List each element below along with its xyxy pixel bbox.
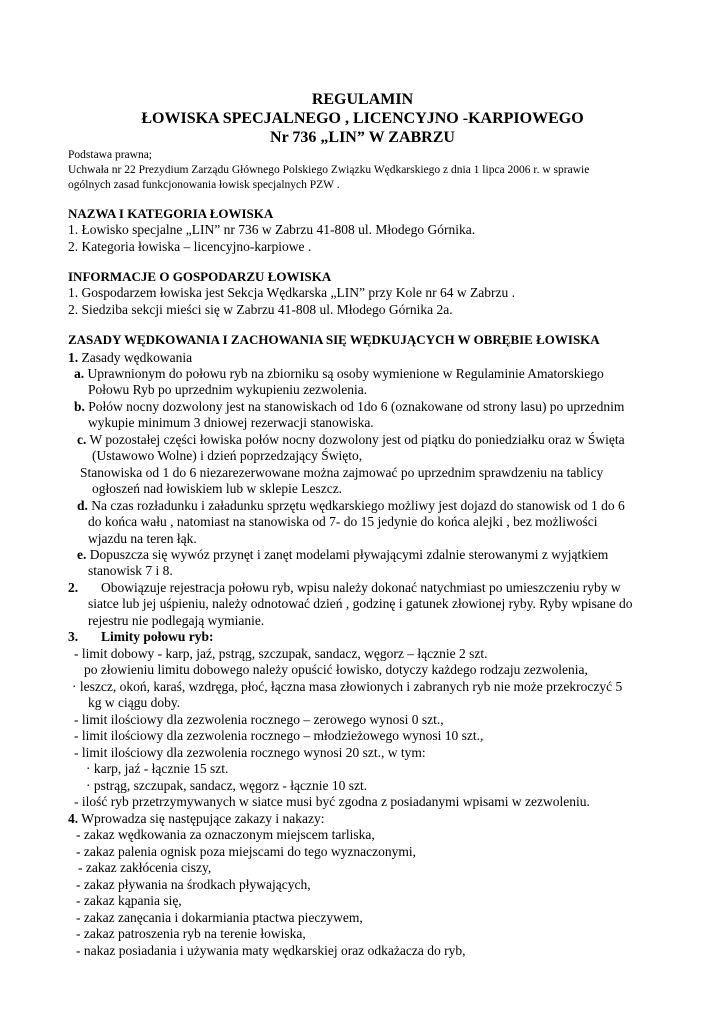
ban-line-3: - zakaz zakłócenia ciszy,	[78, 860, 212, 875]
section-heading-name: NAZWA I KATEGORIA ŁOWISKA	[68, 206, 274, 221]
rule-1d-line-1	[77, 497, 625, 514]
rule-1c-line-4: ogłoszeń nad łowiskiem lub w sklepie Leszcz.	[92, 481, 343, 496]
section1-item-2: 2. Kategoria łowiska – licencyjno-karpiowe .	[68, 239, 312, 254]
limit-line-1: - limit dobowy - karp, jaź, pstrąg, szczupak, sandacz, węgorz – łącznie 2 szt.	[74, 646, 488, 661]
section2-item-2: 2. Siedziba sekcji mieści się w Zabrzu 41-808 ul. Młodego Górnika 2a.	[68, 302, 453, 317]
ban-line-1: - zakaz wędkowania za oznaczonym miejscem tarliska,	[76, 827, 375, 842]
section-heading-owner: INFORMACJE O GOSPODARZU ŁOWISKA	[68, 269, 332, 284]
rule-1c-line-3: Stanowiska od 1 do 6 niezarezerwowane można zajmować po uprzednim sprawdzeniu na tablicy	[80, 465, 604, 480]
limit-line-9: · pstrąg, szczupak, sandacz, węgorz - łącznie 10 szt.	[86, 778, 368, 793]
ban-line-7: - zakaz patroszenia ryb na terenie łowiska,	[76, 926, 306, 941]
rule-1-heading	[68, 349, 192, 366]
rule-1-title: Zasady wędkowania	[81, 350, 193, 365]
ban-line-4: - zakaz pływania na środkach pływających,	[76, 877, 311, 892]
rule-1a-text-1: Uprawnionym do połowu ryb na zbiorniku są osoby wymienione w Regulaminie Amatorskiego	[87, 366, 604, 381]
rule-2-line-3: rejestru nie podlegają wymianie.	[88, 613, 265, 628]
rule-1d-line-2: do końca wału , natomiast na stanowiska od 7- do 15 jedynie do końca alejki , bez możliwości	[88, 514, 598, 529]
basis-line-2: ogólnych zasad funkcjonowania łowisk specjalnych PZW .	[68, 179, 340, 191]
rule-1c-letter: c.	[77, 432, 87, 447]
limit-line-5: - limit ilościowy dla zezwolenia rocznego – zerowego wynosi 0 szt.,	[74, 712, 444, 727]
limit-line-3: · leszcz, okoń, karaś, wzdręga, płoć, łączna masa złowionych i zabranych ryb nie może przekroczyć 5	[72, 679, 623, 694]
basis-label: Podstawa prawna;	[68, 149, 152, 161]
rule-1e-line-2: stanowisk 7 i 8.	[88, 563, 173, 578]
rule-4-number: 4.	[68, 811, 79, 826]
title-line-1: REGULAMIN	[311, 91, 414, 108]
rule-1-number: 1.	[68, 350, 79, 365]
rule-1b-line-2: wykupie minimum 3 dniowej rezerwacji stanowiska.	[88, 415, 374, 430]
limit-line-8: · karp, jaź - łącznie 15 szt.	[86, 761, 229, 776]
ban-line-8: - nakaz posiadania i używania maty wędkarskiej oraz odkażacza do ryb,	[76, 943, 466, 958]
ban-line-2: - zakaz palenia ognisk poza miejscami do tego wyznaczonymi,	[76, 844, 416, 859]
rule-1b-text-1: Połów nocny dozwolony jest na stanowiskach od 1do 6 (oznakowane od strony lasu) po uprzednim	[88, 399, 625, 414]
limit-line-7: - limit ilościowy dla zezwolenia rocznego wynosi 20 szt., w tym:	[74, 745, 426, 760]
title-line-2: ŁOWISKA SPECJALNEGO , LICENCYJNO -KARPIOWEGO	[141, 110, 584, 127]
rule-3-number: 3.	[68, 629, 79, 644]
rule-1e-text-1: Dopuszcza się wywóz przynęt i zanęt modelami pływającymi zdalnie sterowanymi z wyjątkiem	[89, 547, 609, 562]
section2-item-1: 1. Gospodarzem łowiska jest Sekcja Wędkarska „LIN” przy Kole nr 64 w Zabrzu .	[68, 285, 515, 300]
rule-1c-line-2: (Ustawowo Wolne) i dzień poprzedzający Święto,	[92, 448, 363, 463]
rule-1d-letter: d.	[77, 498, 88, 513]
rule-4-heading	[68, 810, 325, 827]
basis-line-1: Uchwała nr 22 Prezydium Zarządu Głównego Polskiego Związku Wędkarskiego z dnia 1 lipca 2006 r. w sprawie	[68, 164, 590, 176]
rule-1c-line-1	[77, 431, 625, 448]
ban-line-6: - zakaz zanęcania i dokarmiania ptactwa pieczywem,	[76, 910, 363, 925]
rule-3-title: Limity połowu ryb:	[101, 629, 214, 644]
rule-1d-line-3: wjazdu na teren łąk.	[88, 531, 197, 546]
ban-line-5: - zakaz kąpania się,	[76, 893, 182, 908]
rule-2-number: 2.	[68, 580, 79, 595]
rule-1b-line-1	[74, 398, 624, 415]
limit-line-6: - limit ilościowy dla zezwolenia rocznego – młodzieżowego wynosi 10 szt.,	[74, 728, 484, 743]
rule-1a-letter: a.	[74, 366, 85, 381]
rule-1e-letter: e.	[77, 547, 87, 562]
limit-line-2: po złowieniu limitu dobowego należy opuścić łowisko, dotyczy każdego rodzaju zezwolenia,	[84, 662, 588, 677]
section-heading-rules: ZASADY WĘDKOWANIA I ZACHOWANIA SIĘ WĘDKUJĄCYCH W OBRĘBIE ŁOWISKA	[68, 332, 600, 347]
rule-1a-line-1	[74, 365, 604, 382]
rule-2-line-1: Obowiązuje rejestracja połowu ryb, wpisu należy dokonać natychmiast po umieszczeniu ryby w	[101, 580, 621, 595]
limit-line-10: - ilość ryb przetrzymywanych w siatce musi być zgodna z posiadanymi wpisami w zezwoleniu.	[74, 794, 590, 809]
rule-1a-line-2: Połowu Ryb po uprzednim wykupieniu zezwolenia.	[88, 382, 368, 397]
rule-1b-letter: b.	[74, 399, 85, 414]
limit-line-4: kg w ciągu doby.	[88, 695, 181, 710]
title-line-3: Nr 736 „LIN” W ZABRZU	[270, 129, 455, 146]
rule-2-line-2: siatce lub jej uśpieniu, należy odnotować dzień , godzinę i gatunek złowionej ryby. Ryby wpisane do	[88, 596, 633, 611]
rule-1c-text-1: W pozostałej części łowiska połów nocny dozwolony jest od piątku do poniedziałku oraz w Święta	[89, 432, 625, 447]
rule-4-title: Wprowadza się następujące zakazy i nakazy:	[81, 811, 325, 826]
rule-1d-text-1: Na czas rozładunku i załadunku sprzętu wędkarskiego możliwy jest dojazd do stanowisk od 1 do 6	[91, 498, 625, 513]
rule-1e-line-1	[77, 546, 608, 563]
section1-item-1: 1. Łowisko specjalne „LIN” nr 736 w Zabrzu 41-808 ul. Młodego Górnika.	[68, 222, 476, 237]
